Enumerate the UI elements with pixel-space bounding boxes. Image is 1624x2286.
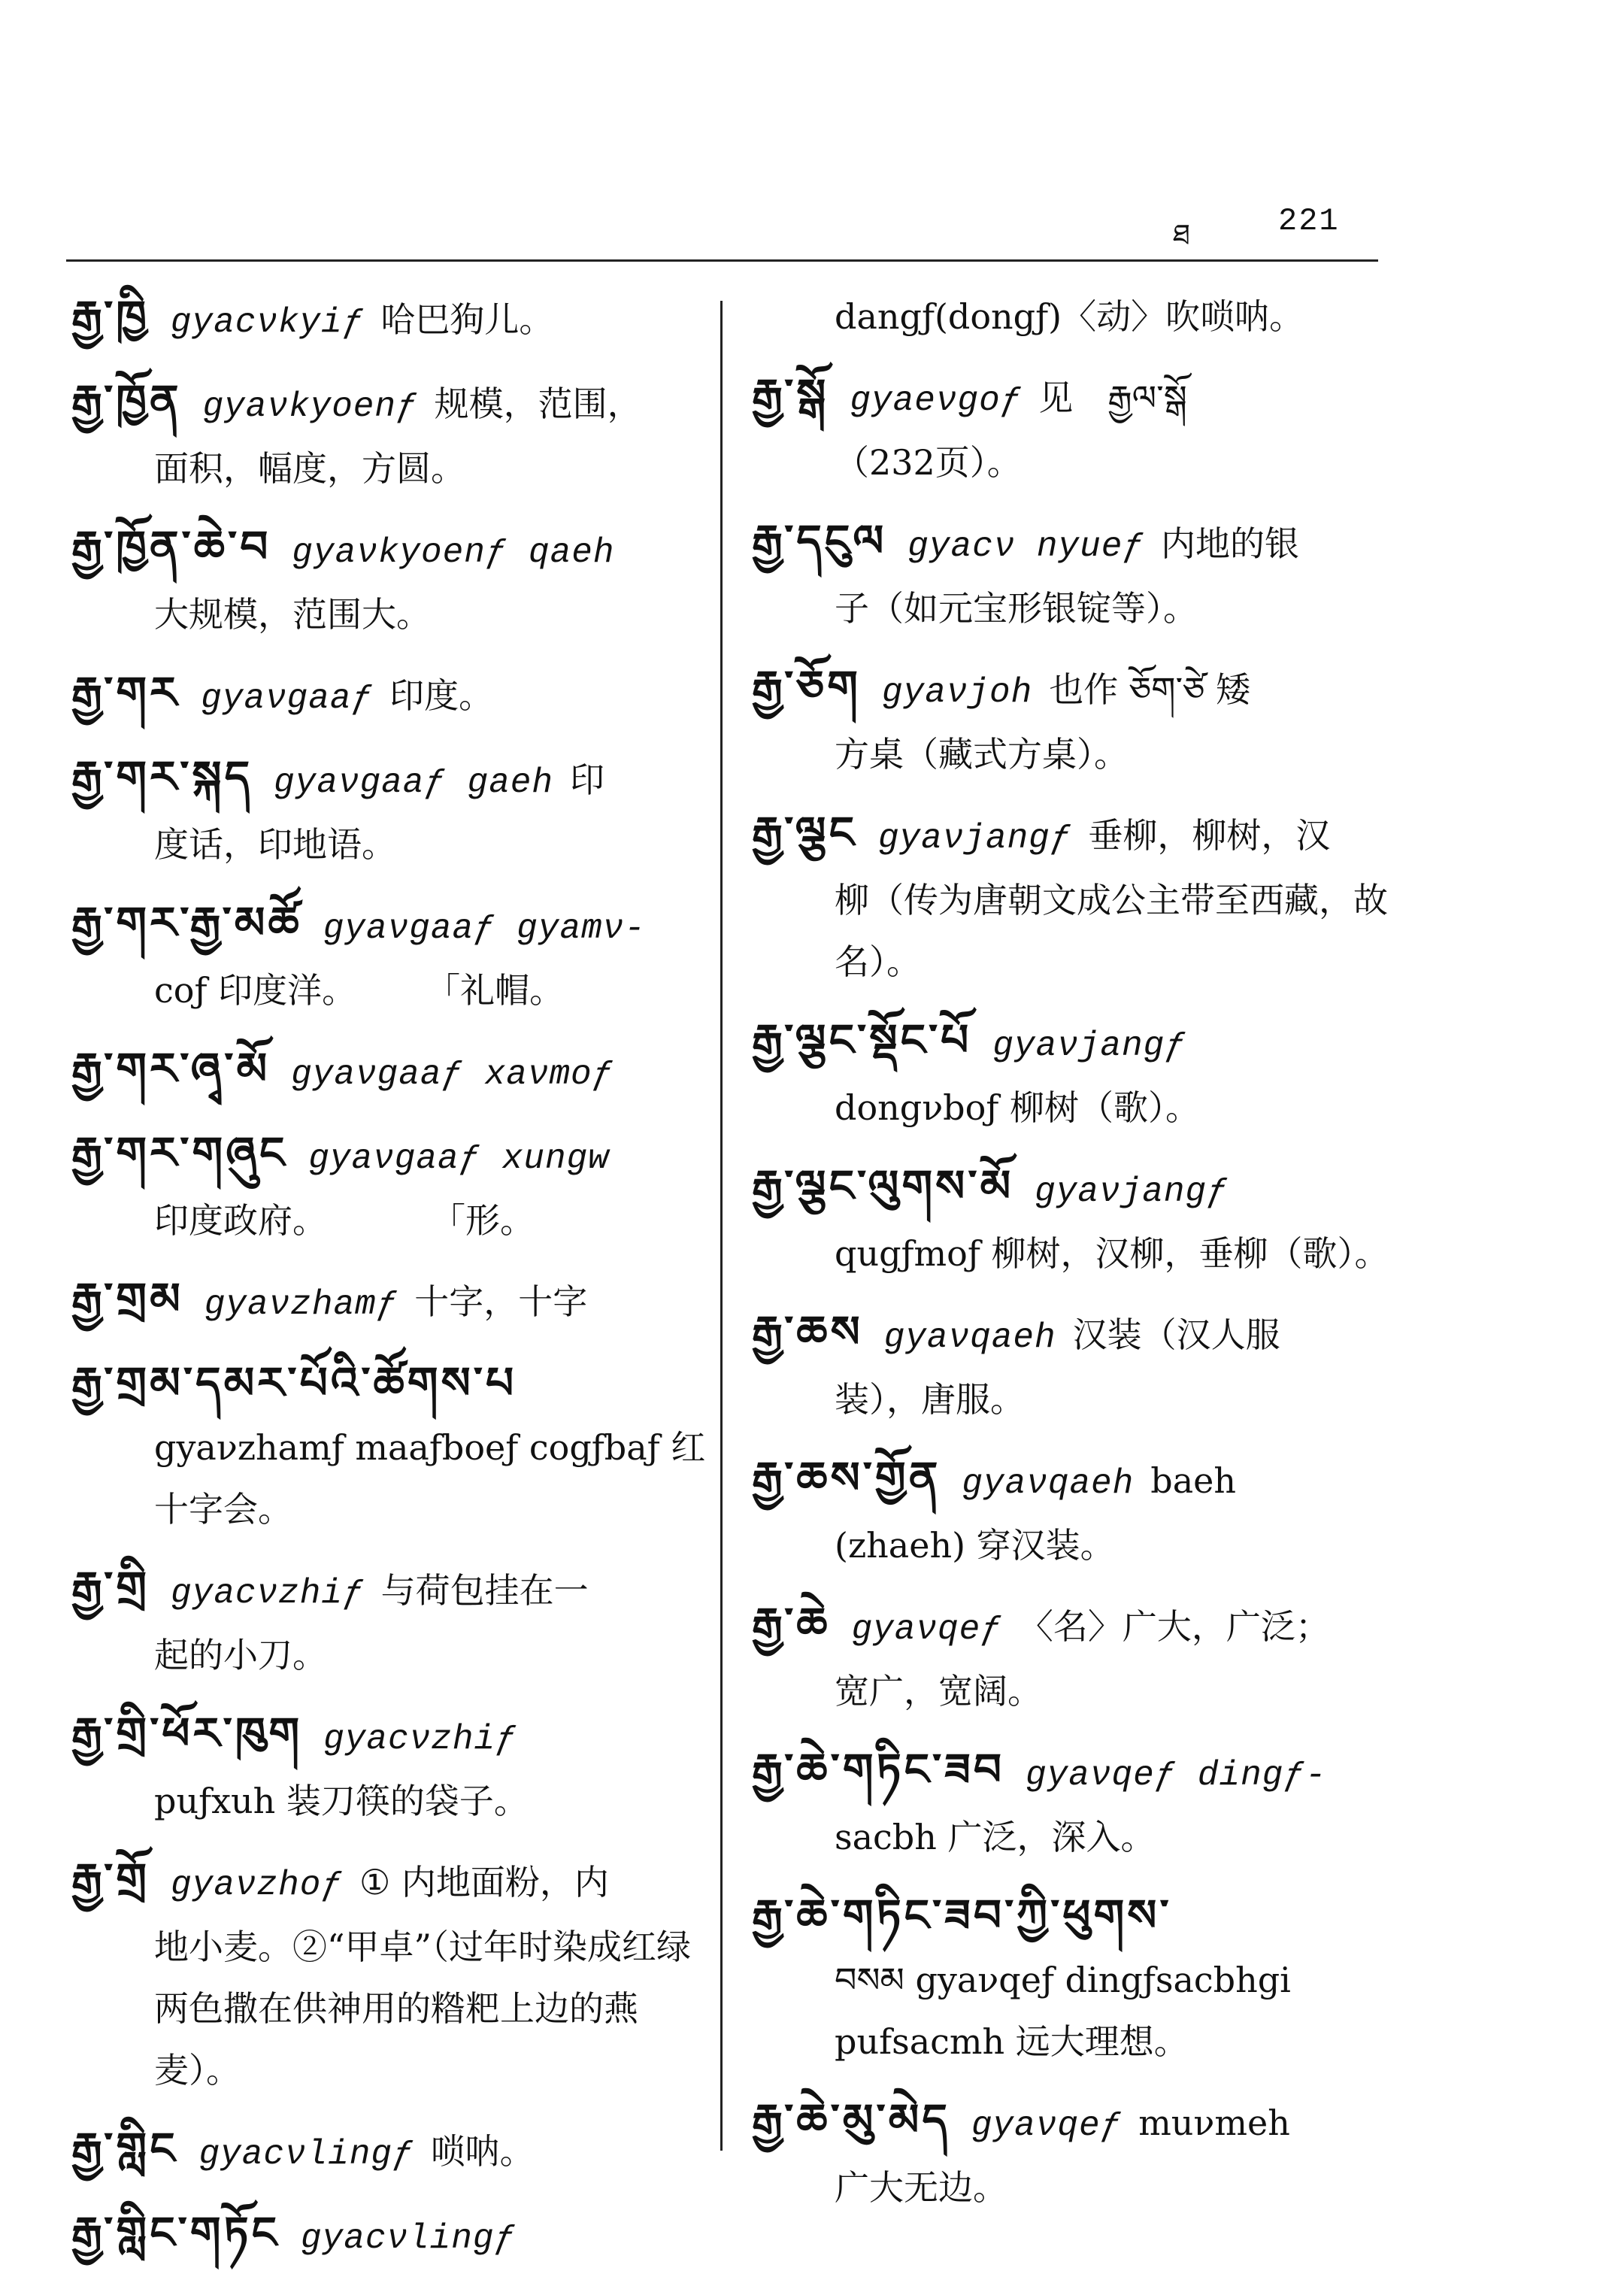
- entry-romanization: gyaνqaeh: [883, 1318, 1056, 1357]
- entry-headword: རྒྱ་གར་གཞུང: [71, 1127, 288, 1178]
- entry-romanization: gyacνlingƒ: [198, 2135, 414, 2174]
- entry-headword: རྒྱ་གྲམ་དམར་པོའི་ཚོགས་པ: [71, 1357, 517, 1408]
- entry-gloss: muνmeh: [1138, 2103, 1290, 2143]
- entry-continuation: 大规模，范围大。: [154, 594, 431, 635]
- dictionary-entry: [752, 1593, 1413, 1722]
- entry-headword: རྒྱ་ཆས་གྱོན: [752, 1452, 941, 1503]
- entry-continuation: 宽广，宽阔。: [835, 1671, 1042, 1711]
- entry-gloss: ① 内地面粉，内: [359, 1862, 609, 1902]
- entry-romanization: gyaνjangƒ: [1035, 1172, 1229, 1211]
- dictionary-entry: [71, 662, 710, 729]
- entry-continuation: puƒxuh 装刀筷的袋子。: [154, 1781, 529, 1821]
- entry-headword: རྒྱ་ཆེ་གཏིང་ཟབ་ཀྱི་ཕུགས་: [752, 1890, 1172, 1941]
- dictionary-entry: [752, 1301, 1413, 1430]
- entry-romanization: gyaνqeƒ dingƒ-: [1026, 1756, 1327, 1795]
- right-column: [752, 286, 1413, 2235]
- entry-headword: རྒྱ་ཆེ: [752, 1598, 831, 1649]
- dictionary-entry: [71, 516, 710, 645]
- dictionary-entry: [71, 892, 710, 1021]
- dictionary-entry: [752, 364, 1413, 493]
- left-column: [71, 286, 710, 2286]
- entry-romanization: gyaνkyoenƒ: [202, 387, 418, 426]
- entry-gloss: 印: [570, 759, 605, 800]
- entry-gloss: 规模，范围，: [434, 384, 642, 424]
- column-divider: [720, 301, 723, 2151]
- entry-romanization: gyaνzhoƒ: [171, 1866, 343, 1905]
- entry-romanization: gyacνzhiƒ: [323, 1720, 517, 1759]
- entry-gloss: 见 རྒྱལ་སྒོ: [1038, 377, 1187, 418]
- entry-romanization: gyacνkyiƒ: [170, 303, 365, 342]
- dictionary-entry: [71, 370, 710, 499]
- entry-continuation: （232页）。: [835, 442, 1022, 483]
- entry-continuation: sacbh 广泛，深入。: [835, 1817, 1156, 1857]
- entry-continuation: 起的小刀。: [154, 1635, 327, 1675]
- dictionary-entry: [71, 1122, 710, 1251]
- entry-continuation: (zhaeh) 穿汉装。: [835, 1525, 1115, 1566]
- page-header: [1173, 203, 1368, 251]
- entry-continuation: dangƒ(dongƒ)〈动〉吹唢呐。: [835, 296, 1304, 337]
- entry-romanization: gyaνgaaƒ gaeh: [274, 763, 554, 802]
- dictionary-entry: [752, 1009, 1413, 1138]
- dictionary-entry: [752, 656, 1413, 785]
- dictionary-entry: [752, 2089, 1413, 2218]
- entry-gloss: 哈巴狗儿。: [380, 299, 554, 340]
- entry-headword: རྒྱ་གར་སྐད: [71, 751, 253, 802]
- entry-headword: རྒྱ་གར: [71, 667, 180, 718]
- entry-continuation: qugƒmoƒ 柳树，汉柳，垂柳（歌）。: [835, 1233, 1389, 1274]
- entry-gloss: 汉装（汉人服: [1072, 1314, 1280, 1355]
- entry-headword: རྒྱ་ལྕང་སྡོང་པོ: [752, 1014, 972, 1066]
- entry-gloss: 〈名〉广大，广泛；: [1018, 1606, 1330, 1647]
- entry-continuation: coƒ 印度洋。 「礼帽。: [154, 970, 565, 1011]
- entry-headword: རྒྱ་གར་རྒྱ་མཚོ: [71, 897, 302, 948]
- entry-headword: རྒྱ་གླིང: [71, 2123, 178, 2174]
- dictionary-entry: [71, 1557, 710, 1686]
- entry-headword: རྒྱ་གླིང་གཏོང: [71, 2207, 280, 2258]
- dictionary-entry: [71, 1038, 710, 1105]
- entry-romanization: gyacνzhiƒ: [171, 1574, 365, 1613]
- entry-gloss: 也作 ཅོག་ཙེ 矮: [1049, 669, 1251, 710]
- entry-gloss: 垂柳，柳树，汉: [1088, 815, 1331, 856]
- dictionary-entry: [71, 1702, 710, 1832]
- entry-gloss: 内地的银: [1160, 523, 1299, 564]
- entry-romanization: gyaνzhamƒ: [204, 1285, 398, 1324]
- entry-headword: རྒྱ་ལྕང་ལུགས་མོ: [752, 1160, 1014, 1211]
- entry-headword: རྒྱ་གྲམ: [71, 1273, 183, 1324]
- entry-romanization: gyaνkyoenƒ qaeh: [292, 533, 615, 572]
- entry-gloss: 印度。: [389, 675, 494, 716]
- entry-headword: རྒྱ་ཆེ་གཏིང་ཟབ: [752, 1744, 1005, 1795]
- entry-romanization: gyaνgaaƒ gyamν-: [323, 909, 646, 948]
- dictionary-entry: [752, 1447, 1413, 1576]
- entry-headword: རྒྱ་གྲོ: [71, 1854, 150, 1905]
- entry-romanization: gyaeνgoƒ: [850, 381, 1023, 420]
- dictionary-entry: [71, 286, 710, 353]
- entry-continuation: 印度政府。 「形。: [154, 1200, 535, 1241]
- dictionary-entry: [71, 1268, 710, 1336]
- entry-headword: རྒྱ་སྒོ: [752, 369, 829, 420]
- entry-continuation: 柳（传为唐朝文成公主带至西藏，故名）。: [835, 880, 1388, 982]
- entry-continuation: བསམ gyaνqeƒ dingƒsacbhgi pufsacmh 远大理想。: [835, 1960, 1291, 2062]
- entry-gloss: 唢呐。: [430, 2131, 535, 2172]
- dictionary-entry: [752, 510, 1413, 639]
- dictionary-entry: [752, 802, 1413, 993]
- dictionary-entry: [752, 1155, 1413, 1284]
- section-letter: ཐ: [1173, 218, 1190, 251]
- dictionary-entry: [71, 746, 710, 875]
- entry-romanization: gyaνjoh: [882, 673, 1033, 712]
- entry-romanization: gyacνlingƒ: [301, 2219, 517, 2258]
- entry-headword: རྒྱ་དངུལ: [752, 515, 887, 566]
- entry-continuation: 子（如元宝形银锭等）。: [835, 588, 1198, 629]
- entry-headword: རྒྱ་ཅོག: [752, 661, 861, 712]
- entry-headword: རྒྱ་གར་ཞྭ་མོ: [71, 1043, 271, 1094]
- dictionary-entry: [752, 286, 1413, 347]
- entry-headword: རྒྱ་ཁྱོན་ཆེ་བ: [71, 521, 271, 572]
- entry-headword: རྒྱ་ཆེ་མུ་མེད: [752, 2094, 950, 2145]
- entry-romanization: gyaνjangƒ: [992, 1026, 1186, 1066]
- entry-romanization: gyaνgaaƒ: [201, 679, 374, 718]
- entry-headword: རྒྱ་ཁྱི: [71, 291, 150, 342]
- entry-headword: རྒྱ་གྲི་ཕོར་ཁུག: [71, 1708, 303, 1759]
- entry-gloss: 十字，十字: [414, 1281, 588, 1322]
- entry-headword: རྒྱ་ལྕང: [752, 807, 857, 858]
- dictionary-entry: [71, 1848, 710, 2101]
- entry-continuation: 地小麦。②“甲卓”（过年时染成红绿两色撒在供神用的糌粑上边的燕麦）。: [154, 1927, 692, 2090]
- entry-romanization: gyaνqaeh: [962, 1464, 1135, 1503]
- dictionary-entry: [71, 2118, 710, 2185]
- entry-romanization: gyaνqeƒ: [971, 2106, 1123, 2145]
- header-rule: [66, 259, 1378, 262]
- entry-continuation: dongνboƒ 柳树（歌）。: [835, 1087, 1200, 1128]
- entry-headword: རྒྱ་ཆས: [752, 1306, 863, 1357]
- entry-continuation: 面积，幅度，方圆。: [154, 448, 465, 489]
- entry-gloss: 与荷包挂在一: [380, 1570, 589, 1611]
- dictionary-entry: [71, 2202, 710, 2269]
- entry-headword: རྒྱ་ཁྱོན: [71, 375, 182, 426]
- entry-continuation: 度话，印地语。: [154, 824, 396, 865]
- entry-gloss: baeh: [1150, 1460, 1236, 1501]
- entry-romanization: gyacν nyueƒ: [907, 527, 1144, 566]
- entry-continuation: 方桌（藏式方桌）。: [835, 734, 1129, 775]
- entry-romanization: gyaνqeƒ: [851, 1610, 1002, 1649]
- entry-romanization: gyaνgaaƒ xungw: [308, 1139, 610, 1178]
- entry-continuation: gyaνzhamƒ maaƒboeƒ cogƒbaƒ 红十字会。: [154, 1427, 706, 1530]
- entry-romanization: gyaνjangƒ: [877, 819, 1072, 858]
- dictionary-entry: [71, 1352, 710, 1540]
- dictionary-entry: [752, 1884, 1413, 2072]
- page-number: 221: [1278, 203, 1340, 239]
- entry-romanization: gyaνgaaƒ xaνmoƒ: [291, 1055, 614, 1094]
- entry-continuation: 装），唐服。: [835, 1379, 1025, 1420]
- entry-continuation: 广大无边。: [835, 2167, 1007, 2208]
- entry-headword: རྒྱ་གྲི: [71, 1562, 150, 1613]
- dictionary-entry: [752, 1739, 1413, 1868]
